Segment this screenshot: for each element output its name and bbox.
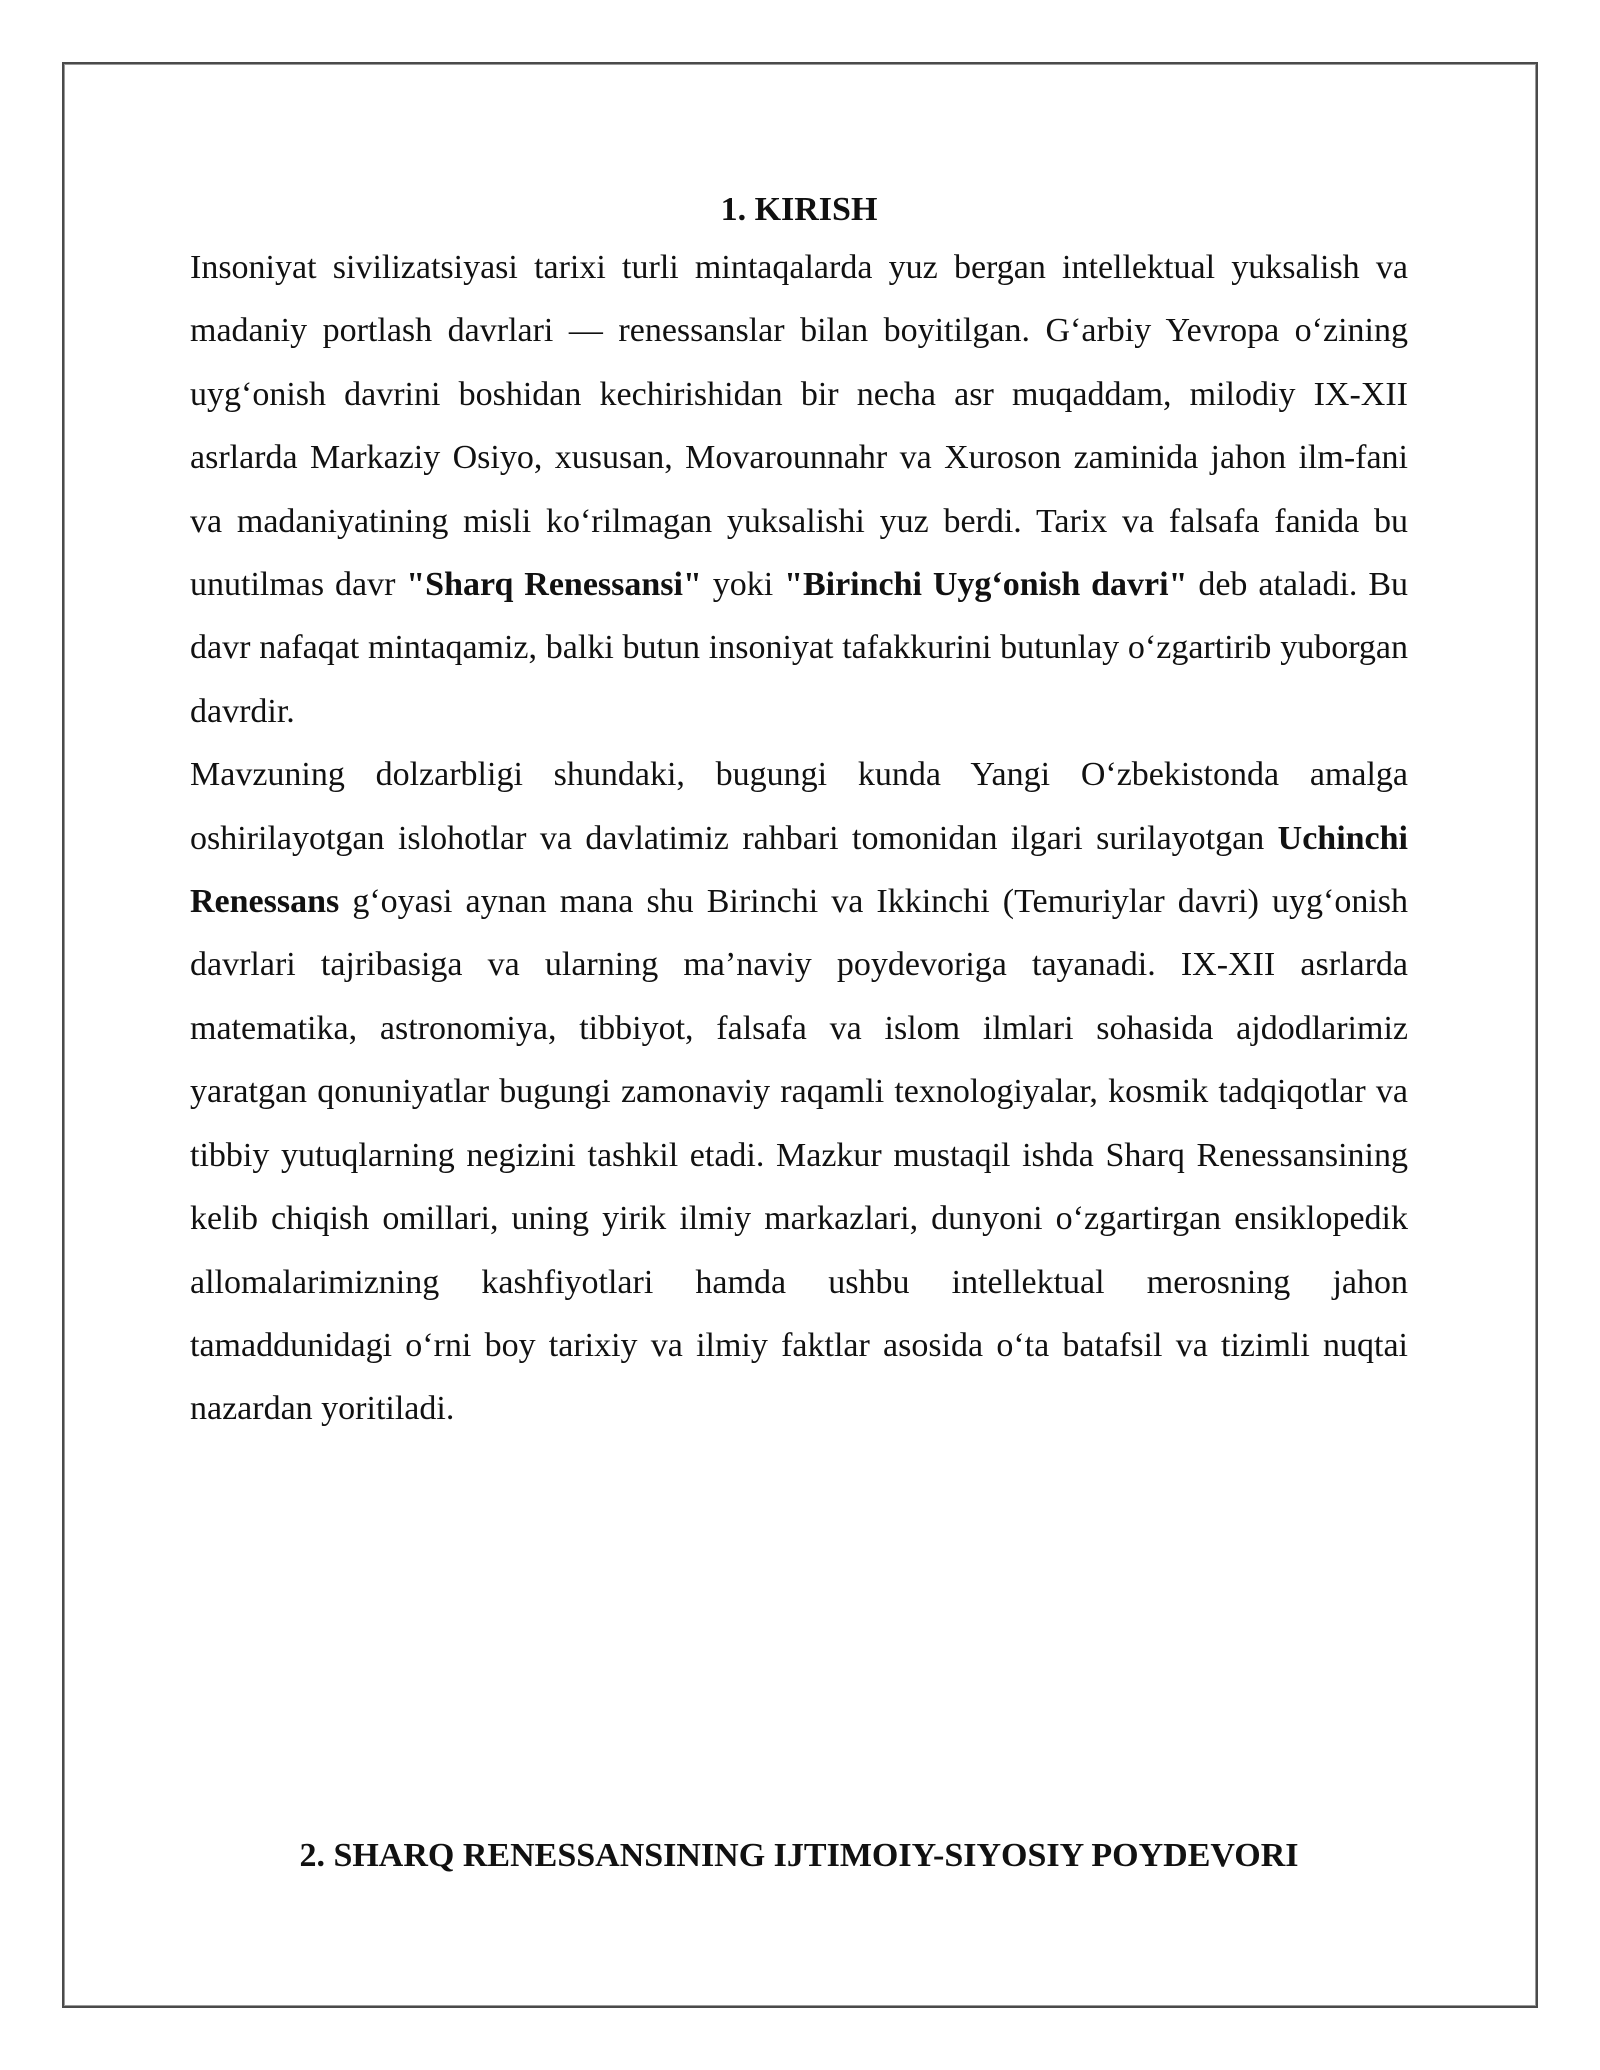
paragraph-1-text-c: deb ataladi. Bu davr nafaqat mintaqamiz, balki butun insoniyat tafakkurini butunlay o‘zgartirib yuborgan davrdir. — [190, 566, 1408, 730]
paragraph-2-text-a: Mavzuning dolzarbligi shundaki, bugungi kunda Yangi O‘zbekistonda amalga oshirilayotgan islohotlar va davlatimiz rahbari tomonidan ilgari surilayotgan — [190, 756, 1408, 857]
paragraph-2 — [190, 743, 1408, 1440]
term-sharq-renessansi: "Sharq Renessansi" — [406, 566, 702, 604]
document-body — [190, 184, 1408, 1441]
term-uchinchi-renessans: Uchinchi Renessans — [190, 819, 1408, 921]
term-birinchi-uygonish-davri: "Birinchi Uyg‘onish davri" — [784, 566, 1188, 604]
section-2-heading: 2. SHARQ RENESSANSINING IJTIMOIY-SIYOSIY POYDEVORI — [299, 1837, 1299, 1874]
paragraph-2-text-b: g‘oyasi aynan mana shu Birinchi va Ikkinchi (Temuriylar davri) uyg‘onish davrlari tajribasiga va ularning ma’naviy poydevoriga tayanadi. IX-XII asrlarda matematika, astronomiya, tibbiyot, falsafa va islom ilmlari sohasida ajdodlarimiz yaratgan qonuniyatlar bugungi zamonaviy raqamli texnologiyalar, kosmik tadqiqotlar va tibbiy yutuqlarning negizini tashkil etadi. Mazkur mustaqil ishda Sharq Renessansining kelib chiqish omillari, uning yirik ilmiy markazlari, dunyoni o‘zgartirgan ensiklopedik allomalarimizning kashfiyotlari hamda ushbu intellektual merosning jahon tamaddunidagi o‘rni boy tarixiy va ilmiy faktlar asosida o‘ta batafsil va tizimli nuqtai nazardan yoritiladi. — [190, 883, 1408, 1428]
section-1-heading: 1. KIRISH — [720, 191, 878, 228]
paragraph-1 — [190, 236, 1408, 743]
paragraph-1-text-a: Insoniyat sivilizatsiyasi tarixi turli mintaqalarda yuz bergan intellektual yuksalish va madaniy portlash davrlari — renessanslar bilan boyitilgan. G‘arbiy Yevropa o‘zining uyg‘onish davrini boshidan kechirishidan bir necha asr muqaddam, milodiy IX-XII asrlarda Markaziy Osiyo, xususan, Movarounnahr va Xuroson zaminida jahon ilm-fani va madaniyatining misli ko‘rilmagan yuksalishi yuz berdi. Tarix va falsafa fanida bu unutilmas davr — [190, 249, 1408, 604]
paragraph-1-text-b: yoki — [701, 566, 785, 604]
